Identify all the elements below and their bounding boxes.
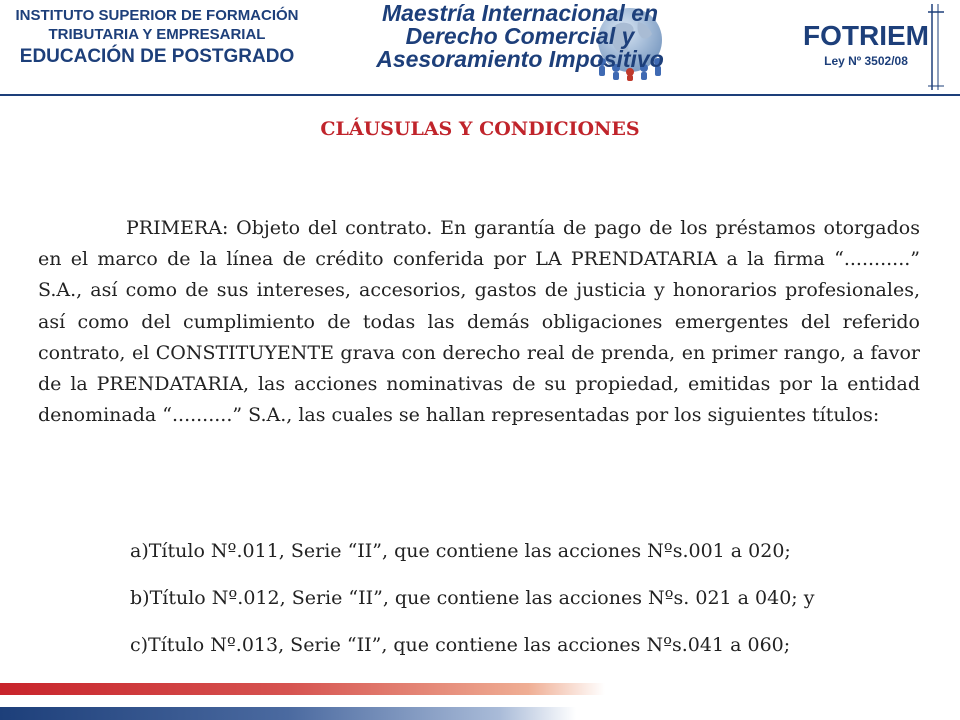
header-banner	[0, 0, 960, 96]
footer-blue-stripe	[0, 707, 960, 720]
list-item: c)Título Nº.013, Serie “II”, que contiene las acciones Nºs.041 a 060;	[130, 634, 791, 656]
institute-line-3: EDUCACIÓN DE POSTGRADO	[19, 46, 295, 67]
list-item: b)Título Nº.012, Serie “II”, que contiene las acciones Nºs. 021 a 040; y	[130, 587, 815, 609]
program-logo	[360, 2, 680, 71]
institute-line-1: INSTITUTO SUPERIOR DE FORMACIÓN	[15, 7, 299, 24]
page-title: CLÁUSULAS Y CONDICIONES	[320, 118, 640, 140]
program-line-3: Asesoramiento Impositivo	[376, 46, 664, 72]
fotriem-law: Ley Nº 3502/08	[824, 54, 908, 68]
footer-red-stripe	[0, 683, 960, 695]
institute-line-2: TRIBUTARIA Y EMPRESARIAL	[48, 26, 266, 43]
program-line-2: Derecho Comercial y	[405, 23, 635, 49]
clause-paragraph	[38, 213, 920, 431]
list-item: a)Título Nº.011, Serie “II”, que contiene las acciones Nºs.001 a 020;	[130, 540, 791, 562]
fotriem-logo	[800, 14, 932, 80]
header-divider	[0, 94, 960, 96]
fotriem-name: FOTRIEM	[803, 20, 929, 51]
title-list	[130, 536, 814, 677]
institute-logo	[12, 6, 302, 70]
clause-text: PRIMERA: Objeto del contrato. En garantía de pago de los préstamos otorgados en el marco de la línea de crédito conferida por LA PRENDATARIA a la firma “...........” S.A., así como de sus intereses, accesorios, gastos de justicia y honorarios profesionales, así como del cumplimiento de todas las demás obligaciones emergentes del referido contrato, el CONSTITUYENTE grava con derecho real de prenda, en primer rango, a favor de la PRENDATARIA, las acciones nominativas de su propiedad, emitidas por la entidad denominada “..........” S.A., las cuales se hallan representadas por los siguientes títulos:	[38, 217, 920, 427]
logo-frame-decoration	[928, 4, 944, 90]
program-line-1: Maestría Internacional en	[381, 0, 659, 26]
